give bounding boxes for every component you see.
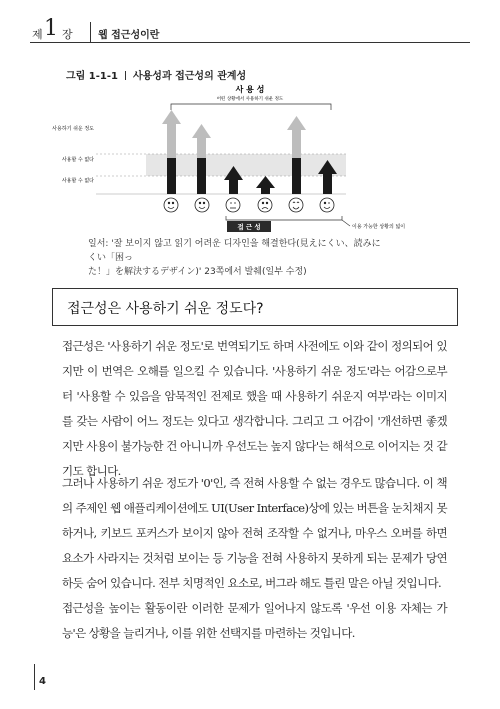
usability-sublabel: 어떤 상황에서 사용하기 쉬운 정도 [216, 97, 284, 102]
credit-line-2: た！」を解決するデザイン)' 23쪽에서 발췌(일부 수정) [88, 267, 307, 277]
usability-label: 사 용 성 [235, 85, 265, 94]
wink-face-icon [320, 198, 334, 212]
paragraph: 접근성을 높이는 활동이란 이러한 문제가 일어나지 않도록 '우선 이용 자체는 가능'은 상황을 늘리거나, 이를 위한 선택지를 마련하는 것입니다. [62, 601, 447, 640]
figure-title: 사용성과 접근성의 관계성 [132, 71, 247, 82]
bottom-bracket [226, 216, 342, 220]
figure-credit [88, 237, 388, 279]
accessibility-label: 접 근 성 [237, 223, 261, 231]
chapter-title: 웹 접근성이란 [98, 30, 160, 41]
left-label-unusable: 사용할 수 없다 [61, 178, 94, 184]
accessibility-sublabel: 이용 가능한 상황의 넓이 [352, 224, 406, 230]
chapter-marker [30, 16, 91, 42]
left-label-ease: 사용하기 쉬운 정도 [52, 126, 94, 132]
figure-label: 그림 1-1-1 [66, 71, 118, 82]
chapter-suffix: 장 [62, 28, 73, 41]
happy-face-icon [289, 198, 303, 212]
chapter-number: 1 [44, 16, 58, 41]
running-header [30, 16, 470, 43]
chapter-prefix: 제 [32, 28, 43, 41]
usability-accessibility-diagram [52, 82, 426, 232]
section-heading-box [52, 288, 458, 326]
neutral-face-icon [226, 198, 240, 212]
arrow-1 [162, 110, 181, 194]
arrow-4 [256, 176, 275, 194]
left-label-usable: 사용할 수 없다 [61, 157, 94, 163]
page-number: 4 [39, 676, 46, 687]
smile-face-icon [195, 198, 209, 212]
figure-caption [66, 67, 246, 82]
top-bracket [171, 104, 331, 110]
credit-line-1: 일서: '잘 보이지 않고 읽기 어려운 디자인을 해결한다(見えにくい、読みにくい「困っ [88, 239, 381, 263]
smile-face-icon [164, 198, 178, 212]
sad-face-icon [258, 198, 272, 212]
page-number-marker [34, 664, 46, 690]
paragraph: 그러나 사용하기 쉬운 정도가 '0'인, 즉 전혀 사용할 수 없는 경우도 많습니다. 이 책의 주제인 웹 애플리케이션에도 UI(User Interface)상에 있는 버튼을 눈치채지 못하거나, 키보드 포커스가 보이지 않아 전혀 조작할 수 없거나, 마우스 오버를 하면 요소가 사라지는 것처럼 보이는 등 기능을 전혀 사용하지 못하게 되는 문제가 당연하듯 숨어 있습니다. 전부 치명적인 요소로, 버그라 해도 틀린 말은 아닐 것입니다. [62, 476, 447, 590]
paragraph: 접근성은 '사용하기 쉬운 정도'로 번역되기도 하며 사전에도 이와 같이 정의되어 있지만 이 번역은 오해를 일으킬 수 있습니다. '사용하기 쉬운 정도'라는 어감으로부터 '사용할 수 있음을 암묵적인 전제로 했을 때 사용하기 쉬운지 여부'라는 이미지를 갖는 사람이 어느 정도는 있다고 생각합니다. 그리고 그 어감이 '개선하면 좋겠지만 사용이 불가능한 건 아니니까 우선도는 높지 않다'는 해석으로 이어지는 것 같기도 합니다. [62, 339, 447, 478]
label-leader [342, 220, 350, 226]
section-title: 접근성은 사용하기 쉬운 정도다? [67, 301, 264, 317]
